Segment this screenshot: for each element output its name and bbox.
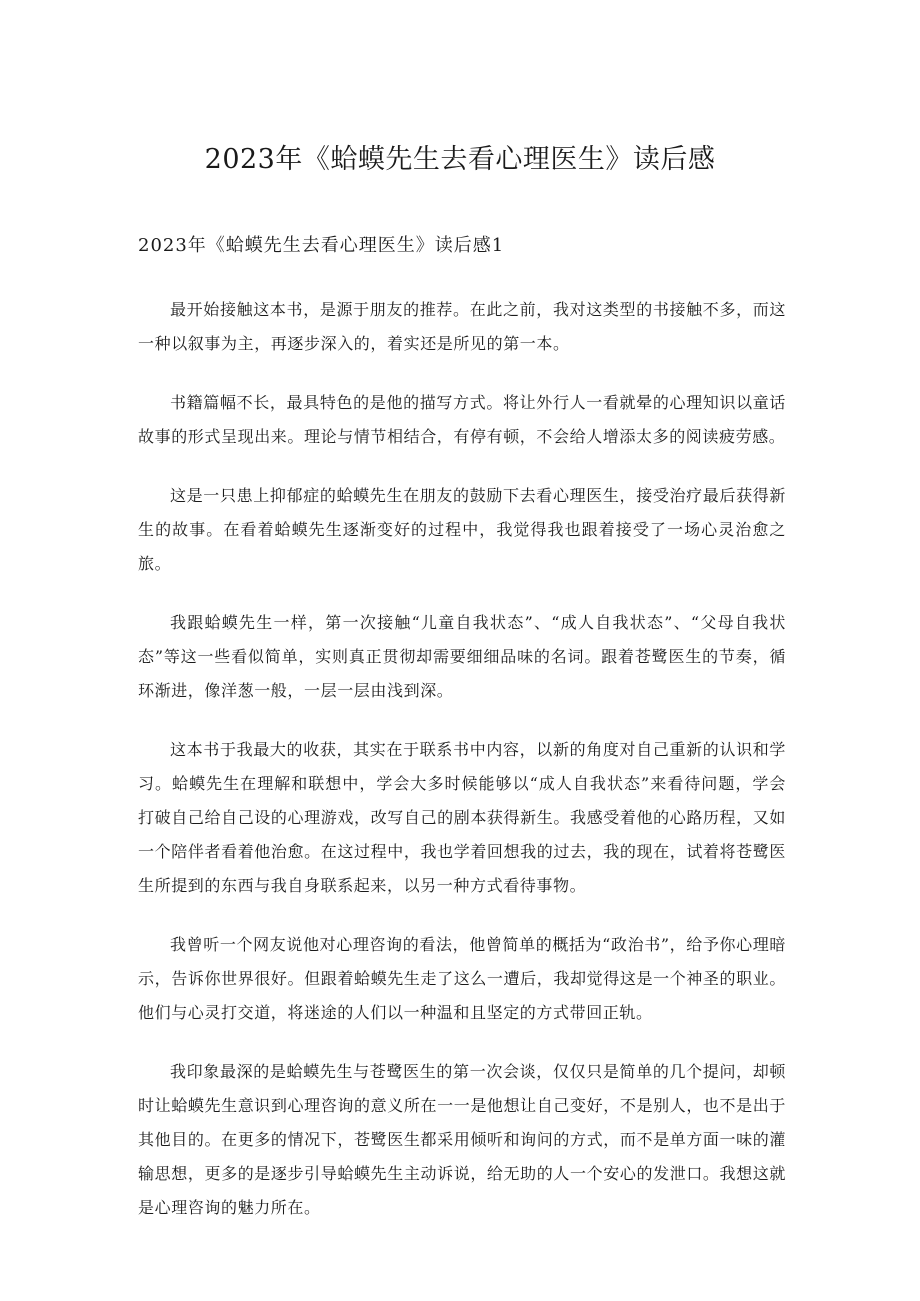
section-heading: 2023年《蛤蟆先生去看心理医生》读后感1	[138, 235, 505, 256]
paragraph: 我印象最深的是蛤蟆先生与苍鹭医生的第一次会谈，仅仅只是简单的几个提问，却顿时让蛤蟆先生意识到心理咨询的意义所在一一是他想让自己变好，不是别人，也不是出于其他目的。在更多的情况下，苍鹭医生都采用倾听和询问的方式，而不是单方面一味的灌输思想，更多的是逐步引导蛤蟆先生主动诉说，给无助的人一个安心的发泄口。我想这就是心理咨询的魅力所在。	[138, 1062, 786, 1217]
paragraph: 这本书于我最大的收获，其实在于联系书中内容，以新的角度对自己重新的认识和学习。蛤蟆先生在理解和联想中，学会大多时候能够以“成人自我状态”来看待问题，学会打破自己给自己设的心理游戏，改写自己的剧本获得新生。我感受着他的心路历程，又如一个陪伴者看着他治愈。在这过程中，我也学着回想我的过去，我的现在，试着将苍鹭医生所提到的东西与我自身联系起来，以另一种方式看待事物。	[138, 740, 786, 895]
paragraph: 书籍篇幅不长，最具特色的是他的描写方式。将让外行人一看就晕的心理知识以童话故事的形式呈现出来。理论与情节相结合，有停有顿，不会给人增添太多的阅读疲劳感。	[138, 393, 786, 446]
paragraph: 这是一只患上抑郁症的蛤蟆先生在朋友的鼓励下去看心理医生，接受治疗最后获得新生的故事。在看着蛤蟆先生逐渐变好的过程中，我觉得我也跟着接受了一场心灵治愈之旅。	[138, 486, 786, 573]
document-body	[138, 293, 786, 1250]
paragraph: 我跟蛤蟆先生一样，第一次接触“儿童自我状态”、“成人自我状态”、“父母自我状态”等这一些看似简单，实则真正贯彻却需要细细品味的名词。跟着苍鹭医生的节奏，循环渐进，像洋葱一般，一层一层由浅到深。	[138, 613, 786, 700]
paragraph: 我曾听一个网友说他对心理咨询的看法，他曾简单的概括为“政治书”，给予你心理暗示，告诉你世界很好。但跟着蛤蟆先生走了这么一遭后，我却觉得这是一个神圣的职业。他们与心灵打交道，将迷途的人们以一种温和且坚定的方式带回正轨。	[138, 935, 786, 1022]
document-title: 2023年《蛤蟆先生去看心理医生》读后感	[204, 144, 716, 175]
paragraph: 最开始接触这本书，是源于朋友的推荐。在此之前，我对这类型的书接触不多，而这一种以叙事为主，再逐步深入的，着实还是所见的第一本。	[138, 300, 786, 353]
